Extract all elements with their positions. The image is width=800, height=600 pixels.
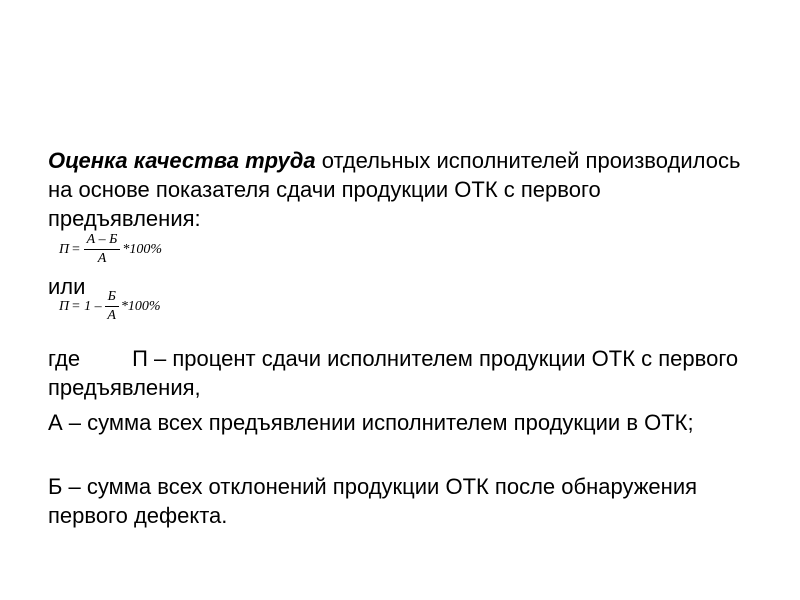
definition-p [48, 344, 748, 402]
formula-2-tail: *100% [120, 298, 161, 314]
formula-1-lhs: П [59, 241, 70, 257]
formula-1-tail: *100% [122, 241, 163, 257]
formula-2-lhs: П [59, 298, 70, 314]
or-connector: или [48, 274, 86, 299]
formula-1-numerator: А – Б [84, 232, 121, 250]
formula-1-equals: = [71, 241, 81, 257]
formula-2-denominator: А [107, 308, 116, 323]
formula-2 [58, 289, 161, 324]
formula-1 [58, 232, 162, 267]
definition-a: А – сумма всех предъявлении исполнителем продукции в ОТК; [48, 410, 694, 435]
definition-p-text: П – процент сдачи исполнителем продукции ОТК с первого предъявления, [48, 346, 739, 400]
formula-2-fraction [105, 289, 119, 324]
formula-2-equals: = 1 – [71, 298, 102, 314]
formula-2-numerator: Б [105, 289, 119, 307]
intro-paragraph [48, 146, 748, 233]
intro-rest: отдельных исполнителей производилось на основе показателя сдачи продукции ОТК с первого предъявления: [48, 148, 741, 231]
formula-1-denominator: А [97, 251, 107, 266]
definition-b: Б – сумма всех отклонений продукции ОТК после обнаружения первого дефекта. [48, 474, 698, 528]
intro-lead: Оценка качества труда [48, 148, 316, 173]
where-label: где [48, 346, 81, 371]
formula-1-fraction [84, 232, 121, 267]
